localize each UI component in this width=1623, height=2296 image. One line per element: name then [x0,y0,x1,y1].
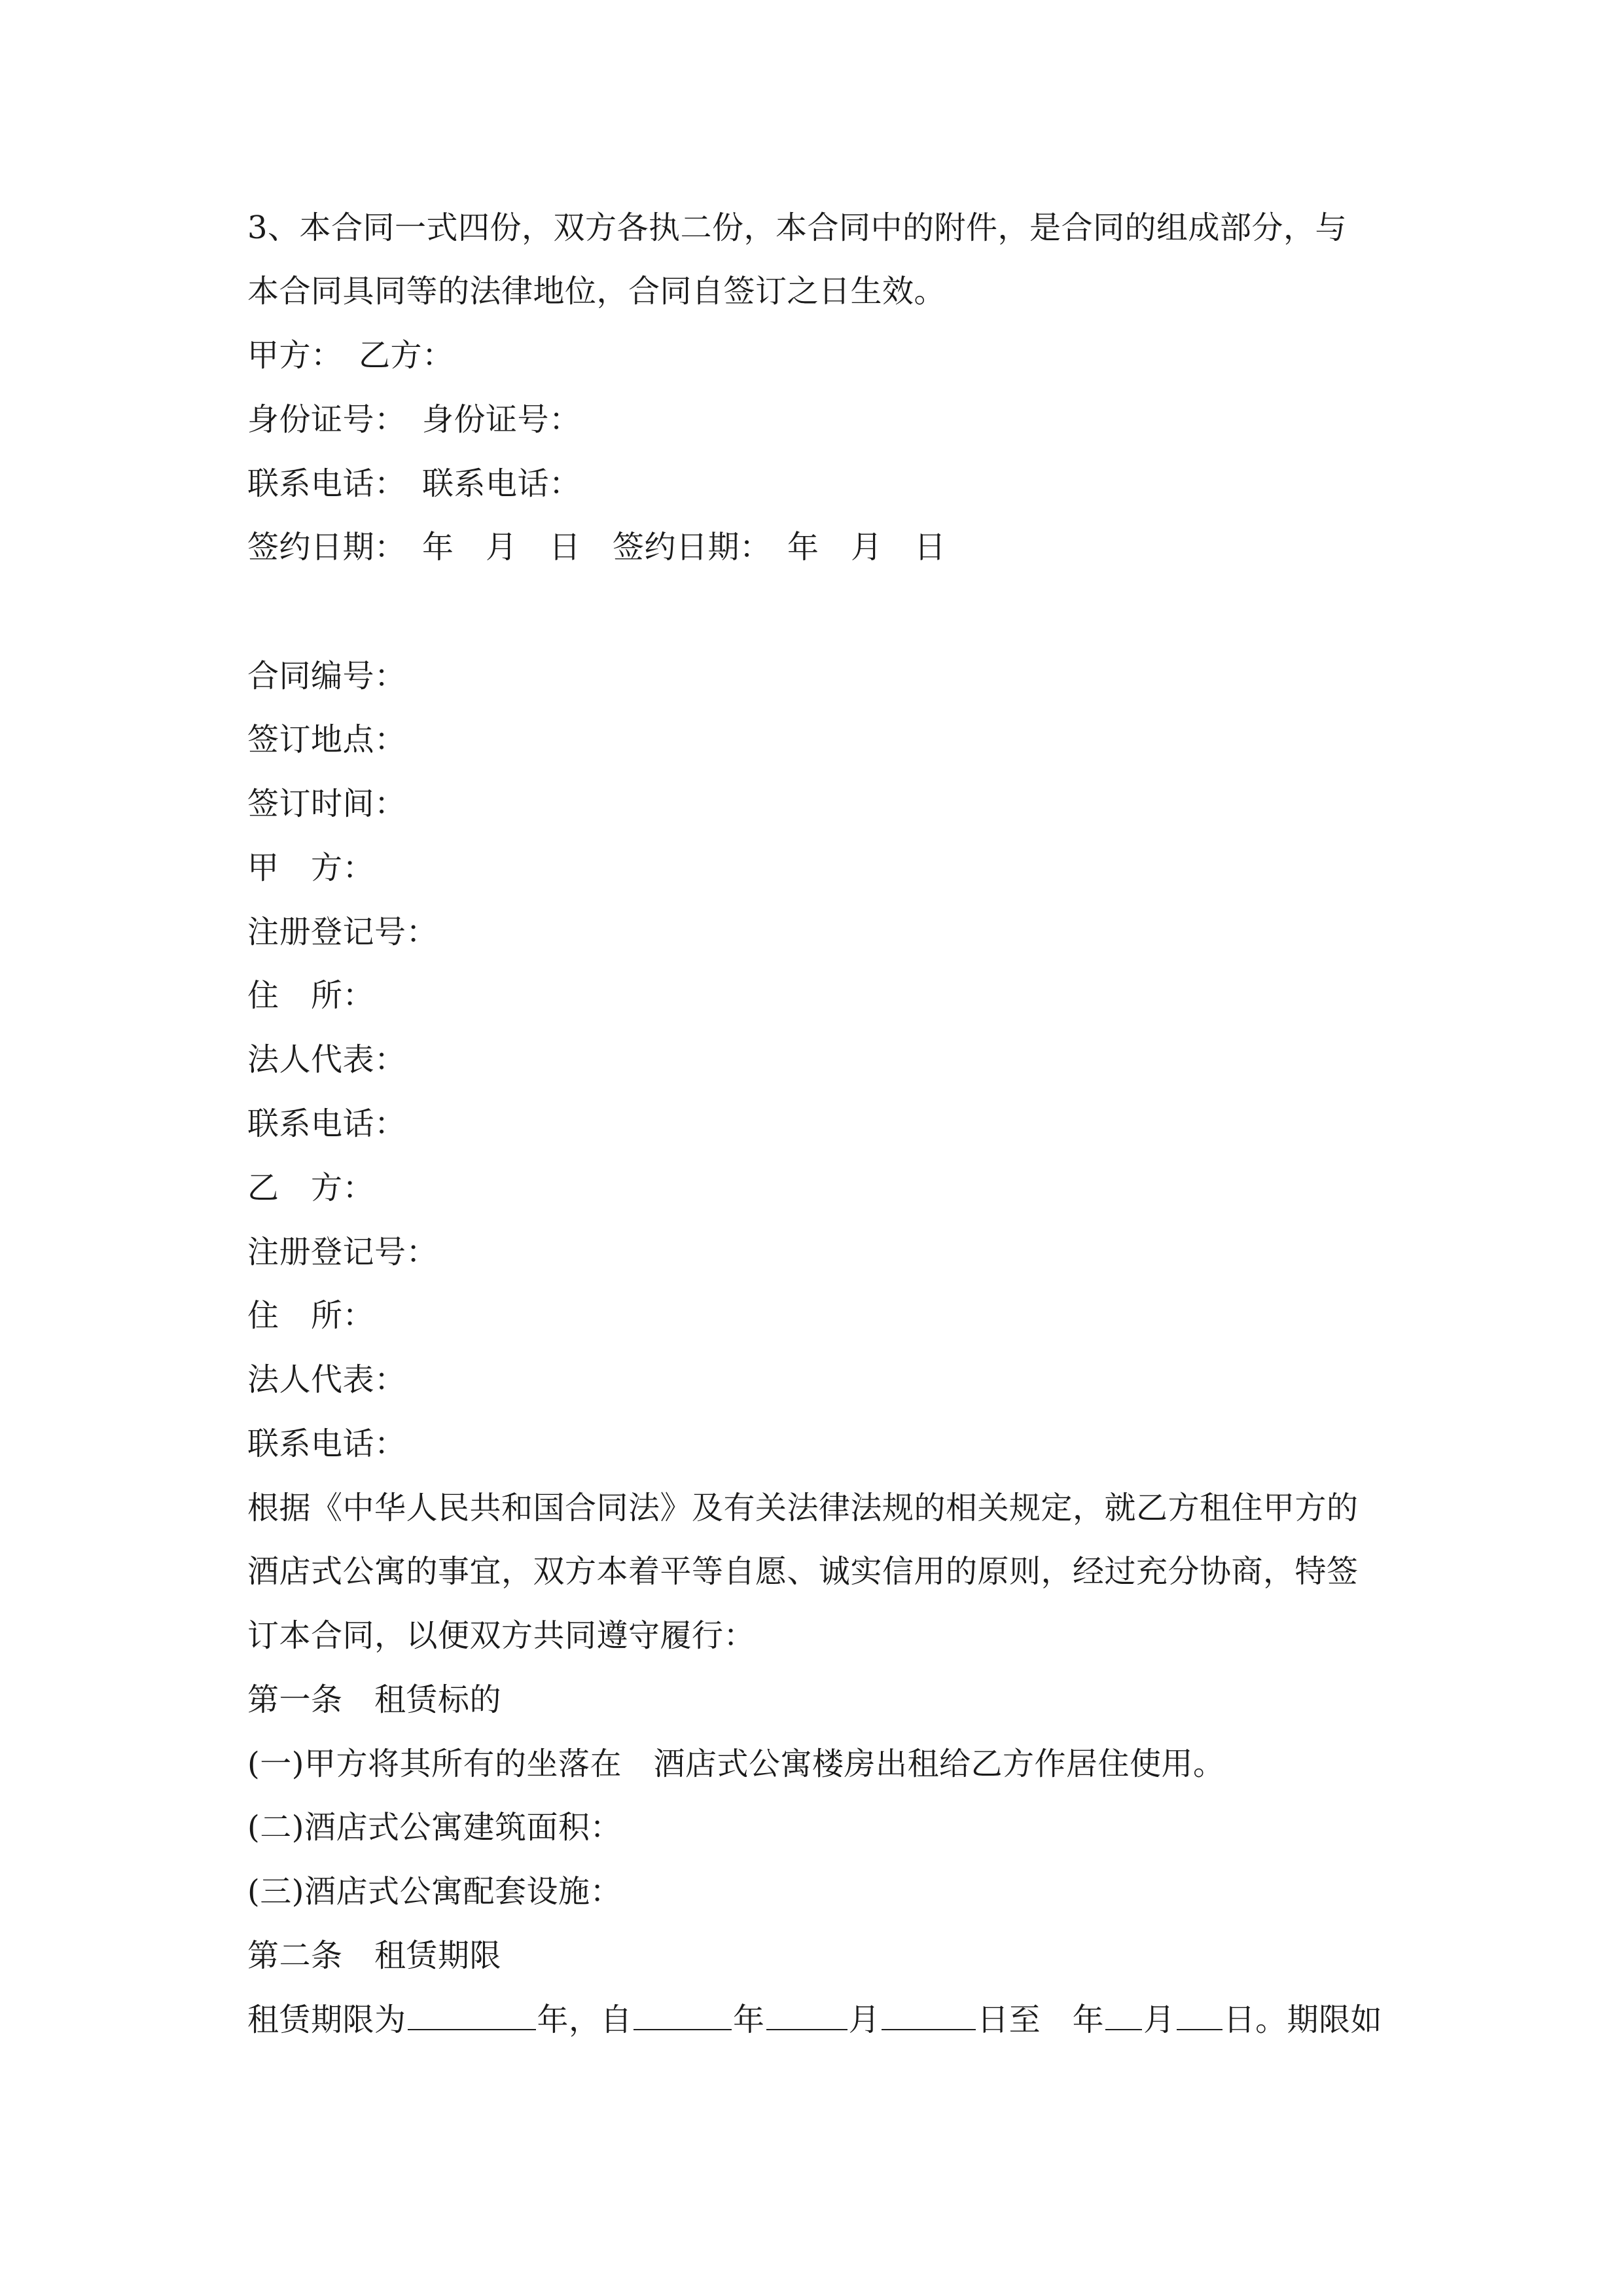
text-line: 酒店式公寓的事宜，双方本着平等自愿、诚实信用的原则，经过充分协商，特签 [247,1553,1359,1590]
text-line: 3、本合同一式四份，双方各执二份，本合同中的附件，是合同的组成部分，与 [247,209,1347,246]
text-segment: 月 [848,2001,881,2038]
text-line: 合同编号： [247,658,406,694]
text-segment: 年 [733,2001,765,2038]
text-line: 甲方： 乙方： [247,337,454,374]
text-line: 注册登记号： [247,914,438,950]
fill-blank[interactable] [766,2000,847,2030]
text-line: 注册登记号： [247,1234,438,1270]
text-line: 本合同具同等的法律地位，合同自签订之日生效。 [247,273,946,310]
text-line: 身份证号： 身份证号： [247,401,581,438]
fill-blank[interactable] [1177,2000,1222,2030]
text-line: (一)甲方将其所有的坐落在 酒店式公寓楼房出租给乙方作居住使用。 [247,1746,1225,1782]
text-line: 第二条 租赁期限 [247,1937,502,1974]
fill-blank[interactable] [408,2000,536,2030]
fill-blank[interactable] [1105,2000,1142,2030]
text-line: (三)酒店式公寓配套设施： [247,1873,622,1910]
text-line: 法人代表： [247,1361,406,1398]
fill-blank[interactable] [633,2000,732,2030]
text-segment: 月 [1143,2001,1175,2038]
text-segment: 日至 年 [977,2001,1105,2038]
text-line: 联系电话： 联系电话： [247,465,581,502]
text-line: 根据《中华人民共和国合同法》及有关法律法规的相关规定，就乙方租住甲方的 [247,1490,1359,1526]
text-line: 联系电话： [247,1426,406,1462]
text-line: 签约日期： 年 月 日 签约日期： 年 月 日 [247,529,946,565]
text-line: 订本合同，以便双方共同遵守履行： [247,1617,756,1654]
text-line: 法人代表： [247,1041,406,1078]
text-segment: 日。期限如 [1223,2001,1383,2038]
text-line: 签订地点： [247,721,406,758]
text-line: 住 所： [247,977,375,1014]
text-line: 甲 方： [247,850,375,886]
text-line: 乙 方： [247,1170,375,1206]
text-line: 住 所： [247,1297,375,1334]
text-line: 联系电话： [247,1105,406,1142]
text-line: 第一条 租赁标的 [247,1681,502,1718]
lease-term-line [247,2000,1382,2039]
fill-blank[interactable] [882,2000,976,2030]
text-segment: 租赁期限为 [247,2001,406,2038]
text-line: (二)酒店式公寓建筑面积： [247,1809,622,1846]
text-line: 签订时间： [247,785,406,822]
text-segment: 年，自 [537,2001,633,2038]
